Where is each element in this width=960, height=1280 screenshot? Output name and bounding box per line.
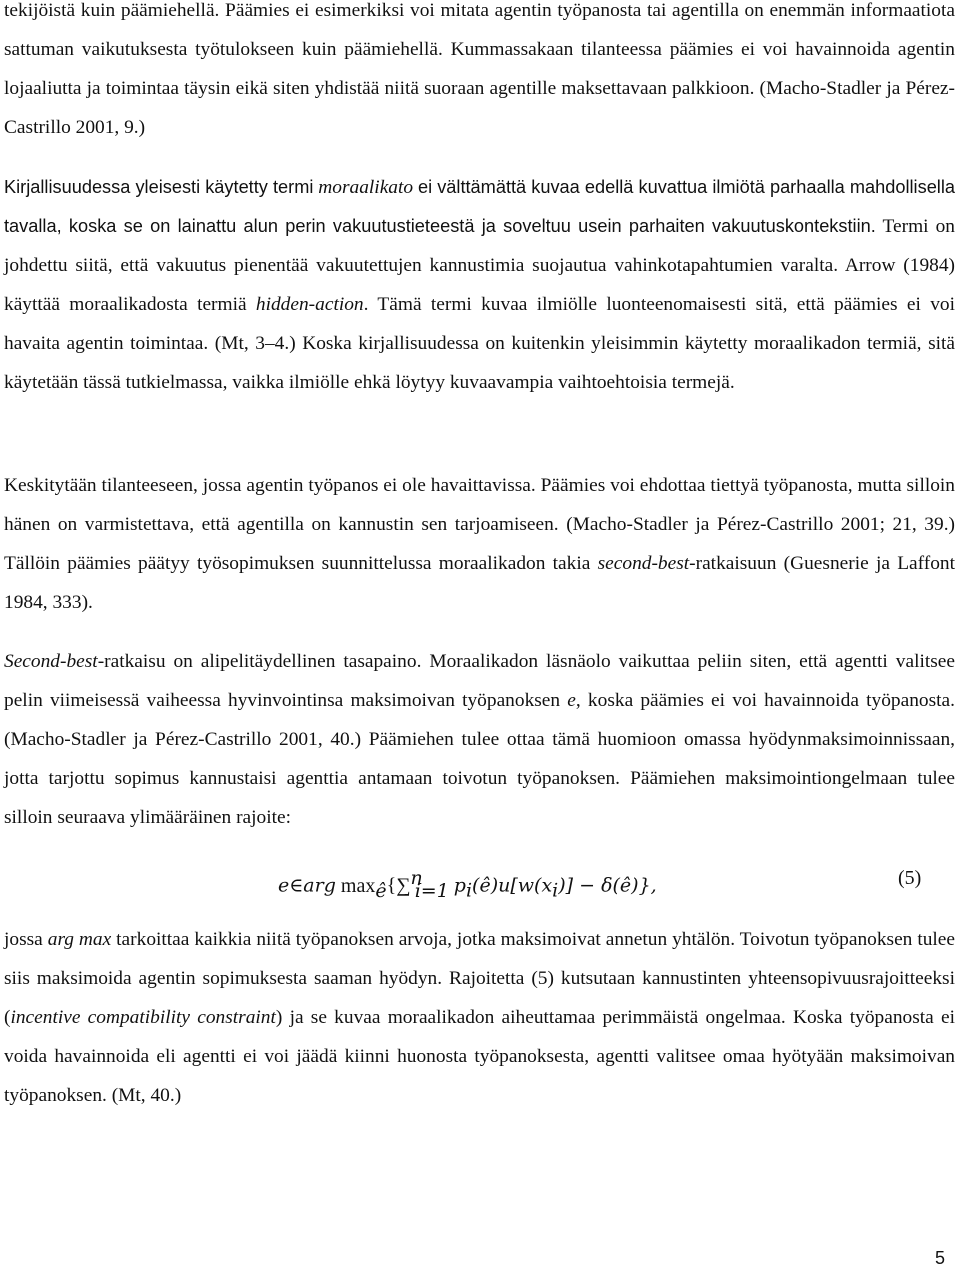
equation-tail: )] − δ(ê)}, — [558, 874, 657, 897]
page-number: 5 — [935, 1248, 946, 1268]
equation-max-label: max — [340, 874, 376, 897]
paragraph-1 — [4, 0, 955, 147]
p3-term-second-best: second-best — [597, 553, 690, 574]
p4-variable-e: e — [567, 690, 576, 711]
p6-text-1: jossa — [4, 929, 43, 950]
equation-p-subscript: i — [465, 879, 473, 902]
p3-text-2: -ratkaisuun (Guesnerie ja Laffont 1984, 333). — [4, 553, 955, 613]
equation-lhs: e∈arg — [278, 874, 336, 897]
p2-text-3: Termi on johdettu siitä, että vakuutus pienentää vakuutettujen kannustimia suojautua vahinkotapahtumien varalta. Arrow (1984) käyttää moraalikadosta termiä — [4, 216, 956, 315]
p6-text-3: ) ja se kuvaa moraalikadon aiheuttamaa perimmäistä ongelmaa. Koska työpanosta ei voida havainnoida eli agentti ei voi jäädä kiinni huonosta työpanoksesta, agentti valitsee omaa hyötyään maksimoivan työpanoksen. (Mt, 40.) — [4, 1007, 955, 1106]
equation-open-brace: { — [386, 874, 397, 897]
p4-text-2: , koska päämies ei voi havainnoida työpanosta. (Macho-Stadler ja Pérez-Castrillo 2001, 40.) Päämiehen tulee ottaa tämä huomioon omassa hyödynmaksimoinnissaan, jotta tarjottu sopimus kannustaisi agenttia antamaan toivotun työpanoksen. Päämiehen maksimointiongelmaan tulee silloin seuraava ylimääräinen rajoite: — [4, 690, 955, 828]
p2-text-4: . Tämä termi kuvaa ilmiölle luonteenomaisesti sitä, että päämies ei voi havaita agentin toimintaa. (Mt, 3–4.) Koska kirjallisuudessa on kuitenkin yleisimmin käytetty moraalikadon termiä, sitä käytetään tässä tutkielmassa, vaikka ilmiölle ehkä löytyy kuvaavampia vaihtoehtoisia termejä. — [4, 294, 955, 393]
paragraph-3 — [4, 466, 955, 622]
paragraph-2 — [4, 168, 955, 402]
equation-max-subscript: ê — [375, 879, 387, 902]
equation-sum-sign: ∑ — [396, 874, 411, 897]
p4-term-second-best: Second-best — [4, 651, 98, 672]
equation-x-subscript: i — [552, 879, 559, 902]
p6-term-incentive-compatibility: incentive compatibility constraint — [10, 1007, 276, 1028]
paragraph-5 — [4, 920, 955, 1115]
equation-number: (5) — [898, 867, 922, 889]
p2-term-hidden-action: hidden-action — [255, 294, 364, 315]
equation-max — [340, 874, 387, 902]
p2-term-moraalikato: moraalikato — [318, 177, 414, 198]
p2-text-1: Kirjallisuudessa yleisesti käytetty termi — [4, 177, 314, 197]
p2-text-2: ei välttämättä kuvaa edellä kuvattua ilmiötä parhaalla mahdollisella tavalla, koska se on lainattu alun perin vakuutustieteestä ja soveltuu usein parhaiten vakuutuskontekstiin. — [4, 177, 956, 236]
paragraph-4 — [4, 642, 955, 837]
incentive-constraint-equation — [278, 858, 657, 911]
p1-text-1: tekijöistä kuin päämiehellä. Päämies ei esimerkiksi voi mitata agentin työpanosta tai agentilla on enemmän informaatiota sattuman vaikutuksesta työtulokseen kuin päämiehellä. Kummassakaan tilanteessa päämies ei voi havainnoida agentin lojaaliutta ja toimintaa täysin eikä siten yhdistää niitä suoraan agentille maksettavaan palkkioon. (Macho-Stadler ja Pérez-Castrillo 2001, 9.) — [4, 0, 955, 138]
equation-argument: (ê)u[w(x — [472, 874, 553, 897]
p3-text-1: Keskitytään tilanteeseen, jossa agentin työpanos ei ole havaittavissa. Päämies voi ehdottaa tiettyä työpanosta, mutta silloin hänen on varmistettava, että agentilla on kannustin sen tarjoamiseen. (Macho-Stadler ja Pérez-Castrillo 2001; 21, 39.) Tällöin päämies päätyy työsopimuksen suunnittelussa moraalikadon takia — [4, 475, 955, 574]
p4-text-1: -ratkaisu on alipelitäydellinen tasapaino. Moraalikadon läsnäolo vaikuttaa peliin siten, että agentti valitsee pelin viimeisessä vaiheessa hyvinvointinsa maksimoivan työpanoksen — [4, 651, 955, 711]
equation-p: p — [453, 874, 466, 897]
equation-sum-upper: n — [410, 867, 423, 889]
equation-sum-lower: i=1 — [414, 879, 449, 902]
p6-text-2: tarkoittaa kaikkia niitä työpanoksen arvoja, jotka maksimoivat annetun yhtälön. Toivotun työpanoksen tulee siis maksimoida agentin sopimuksesta saaman hyödyn. Rajoitetta (5) kutsutaan kannustinten yhteensopivuusrajoitteeksi ( — [4, 929, 956, 1028]
p6-term-arg-max: arg max — [47, 929, 112, 950]
